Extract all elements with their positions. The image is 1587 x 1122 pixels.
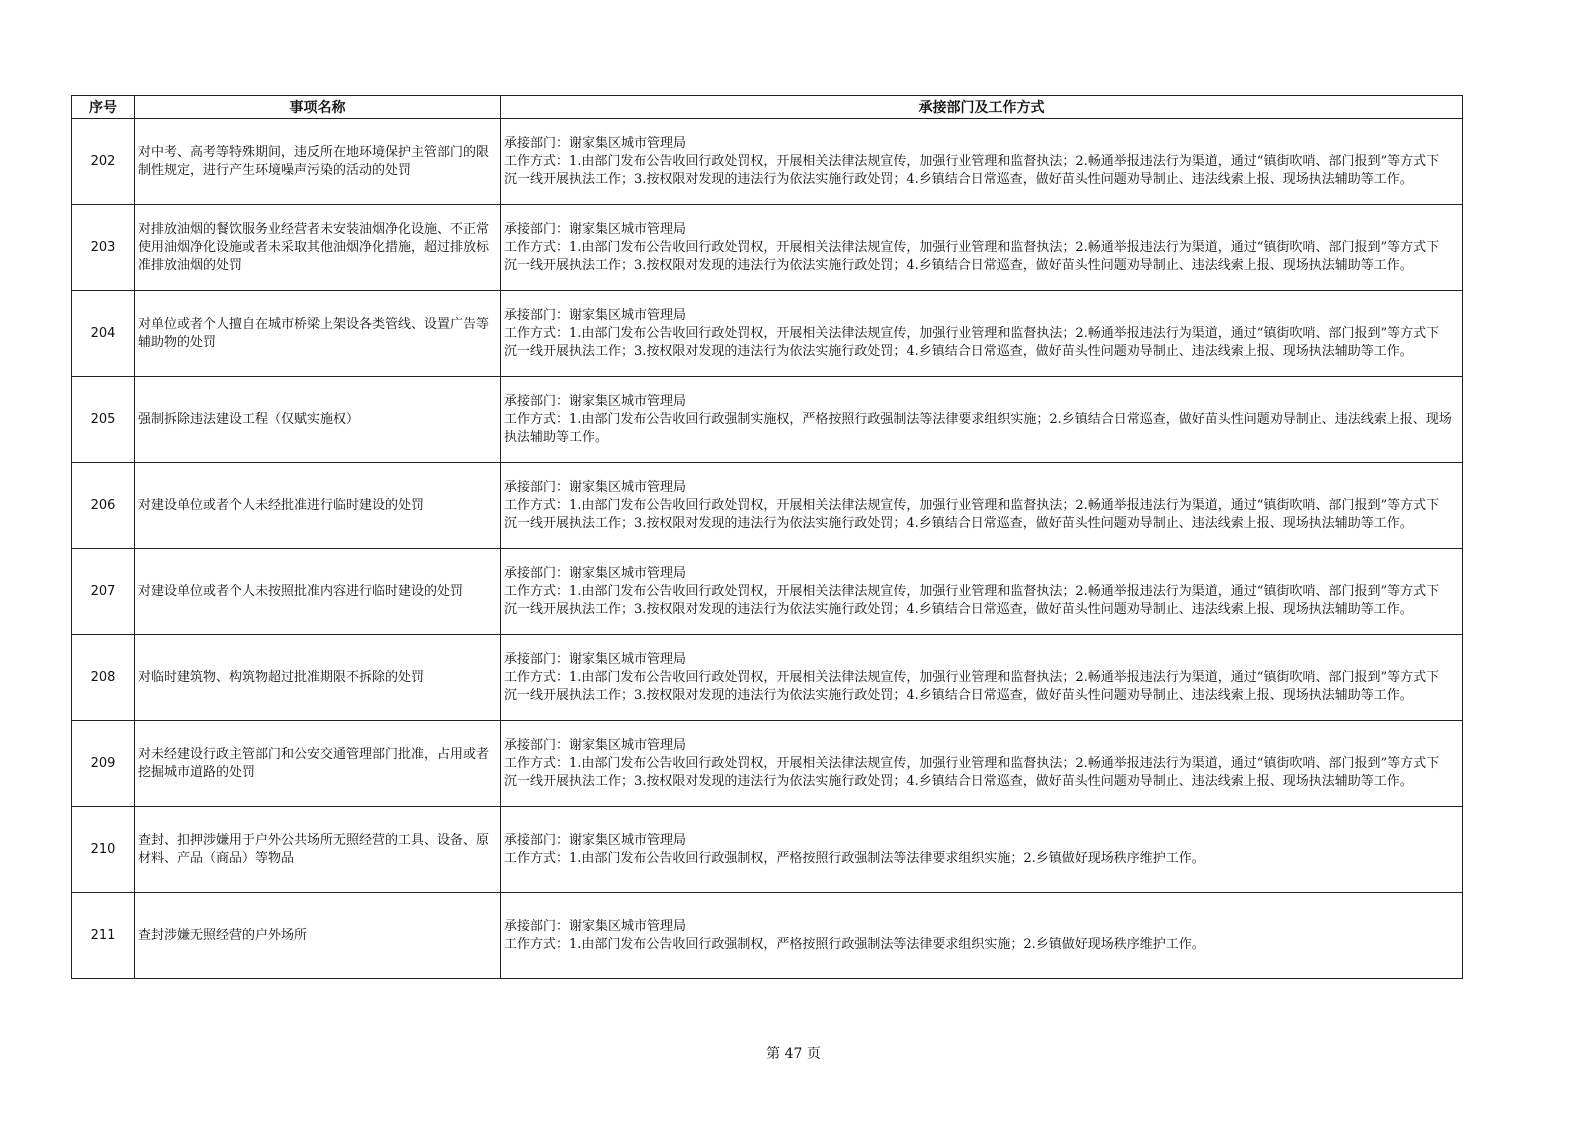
page-number: 第 47 页 [766,1046,821,1062]
table-body [72,119,1463,979]
row-dept: 承接部门：谢家集区城市管理局 [504,135,687,151]
row-dept: 承接部门：谢家集区城市管理局 [504,393,687,409]
row-detail [501,119,1463,205]
row-detail [501,377,1463,463]
row-detail [501,721,1463,807]
row-dept: 承接部门：谢家集区城市管理局 [504,832,687,848]
table-row [72,205,1463,291]
row-index: 210 [72,807,135,893]
table-row [72,119,1463,205]
row-work-method: 工作方式：1.由部门发布公告收回行政处罚权，开展相关法律法规宣传，加强行业管理和监督执法；2.畅通举报违法行为渠道，通过“镇街吹哨、部门报到”等方式下沉一线开展执法工作；3.按权限对发现的违法行为依法实施行政处罚；4.乡镇结合日常巡查，做好苗头性问题劝导制止、违法线索上报、现场执法辅助等工作。 [504,153,1440,187]
row-detail [501,893,1463,979]
row-item-name: 对临时建筑物、构筑物超过批准期限不拆除的处罚 [135,635,501,721]
row-dept: 承接部门：谢家集区城市管理局 [504,737,687,753]
row-work-method: 工作方式：1.由部门发布公告收回行政强制权，严格按照行政强制法等法律要求组织实施；2.乡镇做好现场秩序维护工作。 [504,850,1205,866]
row-work-method: 工作方式：1.由部门发布公告收回行政处罚权，开展相关法律法规宣传，加强行业管理和监督执法；2.畅通举报违法行为渠道，通过“镇街吹哨、部门报到”等方式下沉一线开展执法工作；3.按权限对发现的违法行为依法实施行政处罚；4.乡镇结合日常巡查，做好苗头性问题劝导制止、违法线索上报、现场执法辅助等工作。 [504,497,1440,531]
row-index: 207 [72,549,135,635]
table-row [72,807,1463,893]
row-item-name: 对排放油烟的餐饮服务业经营者未安装油烟净化设施、不正常使用油烟净化设施或者未采取其他油烟净化措施，超过排放标准排放油烟的处罚 [135,205,501,291]
row-dept: 承接部门：谢家集区城市管理局 [504,918,687,934]
row-work-method: 工作方式：1.由部门发布公告收回行政强制权，严格按照行政强制法等法律要求组织实施；2.乡镇做好现场秩序维护工作。 [504,936,1205,952]
table-row [72,893,1463,979]
row-work-method: 工作方式：1.由部门发布公告收回行政处罚权，开展相关法律法规宣传，加强行业管理和监督执法；2.畅通举报违法行为渠道，通过“镇街吹哨、部门报到”等方式下沉一线开展执法工作；3.按权限对发现的违法行为依法实施行政处罚；4.乡镇结合日常巡查，做好苗头性问题劝导制止、违法线索上报、现场执法辅助等工作。 [504,239,1440,273]
table-row [72,549,1463,635]
row-item-name: 强制拆除违法建设工程（仅赋实施权） [135,377,501,463]
row-item-name: 对中考、高考等特殊期间，违反所在地环境保护主管部门的限制性规定，进行产生环境噪声污染的活动的处罚 [135,119,501,205]
row-detail [501,205,1463,291]
table-row [72,291,1463,377]
row-item-name: 对建设单位或者个人未按照批准内容进行临时建设的处罚 [135,549,501,635]
row-item-name: 查封、扣押涉嫌用于户外公共场所无照经营的工具、设备、原材料、产品（商品）等物品 [135,807,501,893]
row-index: 206 [72,463,135,549]
header-index: 序号 [72,96,135,119]
row-dept: 承接部门：谢家集区城市管理局 [504,565,687,581]
row-work-method: 工作方式：1.由部门发布公告收回行政处罚权，开展相关法律法规宣传，加强行业管理和监督执法；2.畅通举报违法行为渠道，通过“镇街吹哨、部门报到”等方式下沉一线开展执法工作；3.按权限对发现的违法行为依法实施行政处罚；4.乡镇结合日常巡查，做好苗头性问题劝导制止、违法线索上报、现场执法辅助等工作。 [504,755,1440,789]
items-table [71,95,1463,979]
table-row [72,377,1463,463]
header-item-name: 事项名称 [135,96,501,119]
row-work-method: 工作方式：1.由部门发布公告收回行政处罚权，开展相关法律法规宣传，加强行业管理和监督执法；2.畅通举报违法行为渠道，通过“镇街吹哨、部门报到”等方式下沉一线开展执法工作；3.按权限对发现的违法行为依法实施行政处罚；4.乡镇结合日常巡查，做好苗头性问题劝导制止、违法线索上报、现场执法辅助等工作。 [504,669,1440,703]
row-dept: 承接部门：谢家集区城市管理局 [504,221,687,237]
row-dept: 承接部门：谢家集区城市管理局 [504,651,687,667]
row-work-method: 工作方式：1.由部门发布公告收回行政处罚权，开展相关法律法规宣传，加强行业管理和监督执法；2.畅通举报违法行为渠道，通过“镇街吹哨、部门报到”等方式下沉一线开展执法工作；3.按权限对发现的违法行为依法实施行政处罚；4.乡镇结合日常巡查，做好苗头性问题劝导制止、违法线索上报、现场执法辅助等工作。 [504,325,1440,359]
row-detail [501,549,1463,635]
row-index: 204 [72,291,135,377]
row-item-name: 对未经建设行政主管部门和公安交通管理部门批准，占用或者挖掘城市道路的处罚 [135,721,501,807]
table-row [72,721,1463,807]
row-detail [501,807,1463,893]
row-index: 203 [72,205,135,291]
row-detail [501,463,1463,549]
header-dept-method: 承接部门及工作方式 [501,96,1463,119]
row-index: 202 [72,119,135,205]
table-header-row [72,96,1463,119]
table-row [72,463,1463,549]
row-work-method: 工作方式：1.由部门发布公告收回行政处罚权，开展相关法律法规宣传，加强行业管理和监督执法；2.畅通举报违法行为渠道，通过“镇街吹哨、部门报到”等方式下沉一线开展执法工作；3.按权限对发现的违法行为依法实施行政处罚；4.乡镇结合日常巡查，做好苗头性问题劝导制止、违法线索上报、现场执法辅助等工作。 [504,583,1440,617]
row-detail [501,635,1463,721]
row-index: 205 [72,377,135,463]
row-work-method: 工作方式：1.由部门发布公告收回行政强制实施权，严格按照行政强制法等法律要求组织实施；2.乡镇结合日常巡查，做好苗头性问题劝导制止、违法线索上报、现场执法辅助等工作。 [504,411,1452,445]
row-index: 208 [72,635,135,721]
row-dept: 承接部门：谢家集区城市管理局 [504,307,687,323]
row-index: 211 [72,893,135,979]
row-index: 209 [72,721,135,807]
row-detail [501,291,1463,377]
row-item-name: 查封涉嫌无照经营的户外场所 [135,893,501,979]
row-item-name: 对建设单位或者个人未经批准进行临时建设的处罚 [135,463,501,549]
row-dept: 承接部门：谢家集区城市管理局 [504,479,687,495]
table-row [72,635,1463,721]
row-item-name: 对单位或者个人擅自在城市桥梁上架设各类管线、设置广告等辅助物的处罚 [135,291,501,377]
